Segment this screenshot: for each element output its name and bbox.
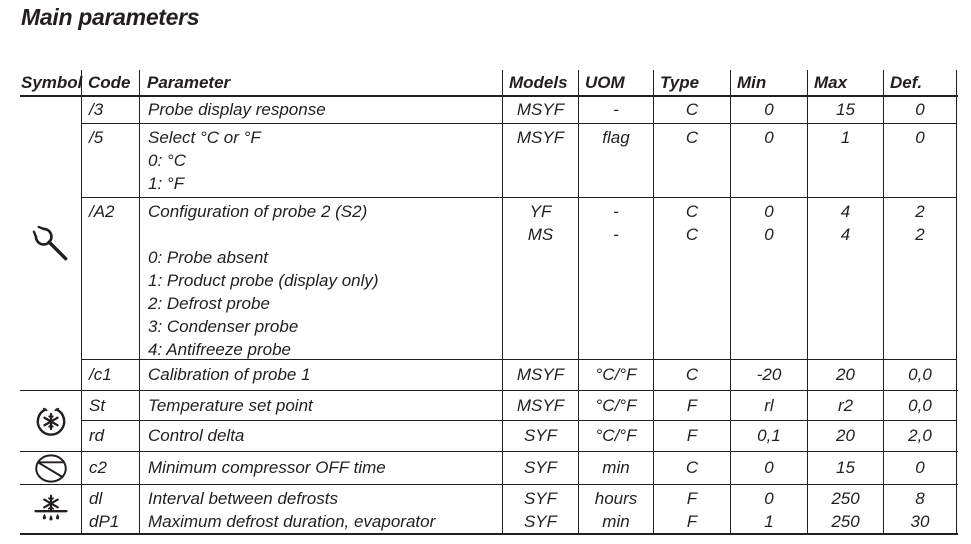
cell-min: rl [730,391,807,420]
cell-uom: - [578,97,653,123]
defrost-icon [31,493,71,526]
cell-code: dl dP1 [89,489,120,531]
cell-models: SYF [502,452,578,484]
header-models: Models [502,70,578,95]
header-symbol: Symbol [20,70,82,95]
cell-models: SYF [502,421,578,451]
cell-def: 2,0 [883,421,957,451]
table-row [82,124,957,198]
table-header-row [20,70,958,97]
table-body [20,97,958,533]
cell-min: 0 1 [730,485,807,533]
cell-uom: hours min [578,485,653,533]
cell-models: MSYF [502,360,578,390]
header-min: Min [730,70,807,95]
header-def: Def. [883,70,957,95]
cell-type: C [653,124,730,197]
cell-parameter: Minimum compressor OFF time [139,452,502,484]
cell-code: /c1 [89,365,112,384]
symbol-cell [20,452,82,484]
parameters-table [20,70,958,535]
cell-uom: °C/°F [578,360,653,390]
header-uom: UOM [578,70,653,95]
cell-parameter: Control delta [139,421,502,451]
table-row [82,391,957,421]
symbol-cell [20,391,82,451]
header-type: Type [653,70,730,95]
wrench-icon [31,224,71,264]
page-title: Main parameters [21,4,200,30]
cell-parameter: Interval between defrosts Maximum defrost duration, evaporator [139,485,502,533]
header-parameter: Parameter [139,70,502,95]
cell-max: 4 4 [807,198,883,359]
cell-models: MSYF [502,391,578,420]
cell-type: F [653,421,730,451]
cell-type: F F [653,485,730,533]
cell-uom: - - [578,198,653,359]
cell-parameter: Probe display response [139,97,502,123]
table-row [82,360,957,390]
cell-parameter: Temperature set point [139,391,502,420]
cell-min: 0 0 [730,198,807,359]
cell-min: 0 [730,97,807,123]
cell-max: 1 [807,124,883,197]
cell-max: 250 250 [807,485,883,533]
table-row [82,485,957,533]
cell-max: 20 [807,360,883,390]
cell-max: 15 [807,452,883,484]
cell-models: YF MS [502,198,578,359]
cell-parameter: Calibration of probe 1 [139,360,502,390]
cell-type: C [653,97,730,123]
header-max: Max [807,70,883,95]
cell-min: 0 [730,124,807,197]
cell-uom: flag [578,124,653,197]
symbol-cell [20,485,82,533]
cell-def: 0 [883,124,957,197]
cell-type: C [653,360,730,390]
cell-code: /5 [89,128,104,147]
cell-def: 0 [883,97,957,123]
table-row [82,198,957,360]
cell-max: 20 [807,421,883,451]
cell-code: rd [89,426,105,445]
cell-code: c2 [89,458,107,477]
cell-uom: min [578,452,653,484]
cell-parameter: Configuration of probe 2 (S2) 0: Probe absent 1: Product probe (display only) 2: Defrost probe 3: Condenser probe 4: Antifreeze probe [139,198,502,359]
cell-code: St [89,395,106,415]
cell-def: 0 [883,452,957,484]
param-group [20,391,958,452]
cell-min: 0 [730,452,807,484]
cell-parameter: Select °C or °F 0: °C 1: °F [139,124,502,197]
param-group [20,97,958,391]
cell-models: MSYF [502,97,578,123]
table-row [82,97,957,124]
cell-max: 15 [807,97,883,123]
cell-def: 0,0 [883,391,957,420]
table-row [82,421,957,451]
cell-code: /A2 [89,202,115,221]
cell-min: 0,1 [730,421,807,451]
cell-def: 8 30 [883,485,957,533]
param-group [20,452,958,485]
symbol-cell [20,97,82,390]
table-row [82,452,957,484]
cell-models: SYF SYF [502,485,578,533]
cell-min: -20 [730,360,807,390]
cell-type: C [653,452,730,484]
cell-def: 2 2 [883,198,957,359]
cell-def: 0,0 [883,360,957,390]
param-group [20,485,958,533]
cell-uom: °C/°F [578,391,653,420]
cell-type: C C [653,198,730,359]
cell-uom: °C/°F [578,421,653,451]
cell-code: /3 [89,100,104,119]
cell-type: F [653,391,730,420]
cell-max: r2 [807,391,883,420]
snowflake-circle-icon [34,404,68,438]
compressor-icon [32,453,70,484]
cell-models: MSYF [502,124,578,197]
header-code: Code [88,72,131,92]
